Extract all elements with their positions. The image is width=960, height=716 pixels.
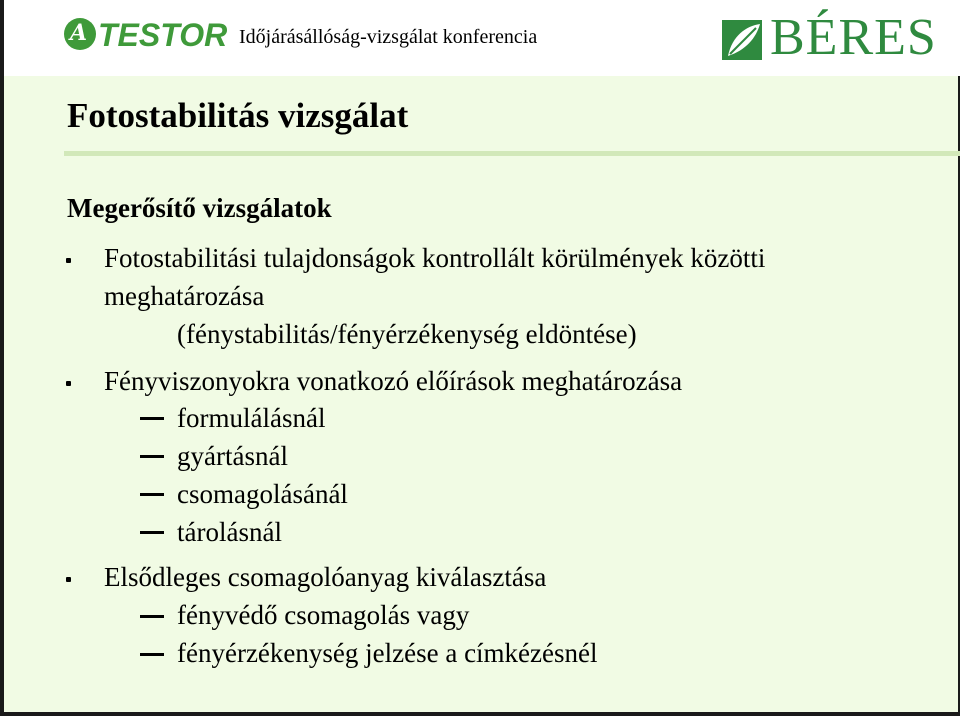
- dash-marker: [140, 615, 164, 618]
- bullet-2-sub-1: formulálásnál: [177, 403, 326, 433]
- bullet-marker: [66, 258, 71, 263]
- slide-header: [4, 0, 960, 76]
- section-subtitle: Megerősítő vizsgálatok: [67, 193, 332, 223]
- bullet-marker: [66, 577, 71, 582]
- beres-logo: [720, 9, 938, 70]
- title-divider: [64, 151, 960, 156]
- bullet-1-line-2: meghatározása: [104, 281, 265, 311]
- bullet-marker: [66, 381, 71, 386]
- bullet-3-text: Elsődleges csomagolóanyag kiválasztása: [104, 562, 547, 592]
- dash-marker: [140, 493, 164, 496]
- dash-marker: [140, 417, 164, 420]
- bullet-2-text: Fényviszonyokra vonatkozó előírások meghatározása: [104, 366, 683, 396]
- dash-marker: [140, 653, 164, 656]
- beres-leaf-icon: [720, 18, 768, 66]
- bullet-1-line-3: (fénystabilitás/fényérzékenység eldöntése): [177, 319, 637, 349]
- testor-logo-mark-letter: A: [70, 20, 88, 46]
- testor-logo-mark: [64, 18, 96, 50]
- testor-logo-text: TESTOR: [98, 17, 228, 53]
- bullet-2-sub-2: gyártásnál: [177, 441, 288, 471]
- conference-title: Időjárásállóság-vizsgálat konferencia: [239, 26, 538, 48]
- dash-marker: [140, 455, 164, 458]
- dash-marker: [140, 531, 164, 534]
- bullet-2-sub-3: csomagolásánál: [177, 479, 348, 509]
- bullet-3-sub-1: fényvédő csomagolás vagy: [177, 600, 470, 630]
- bullet-2-sub-4: tárolásnál: [177, 517, 282, 547]
- beres-logo-text: BÉRES: [770, 9, 937, 66]
- bullet-3-sub-2: fényérzékenység jelzése a címkézésnél: [177, 638, 598, 668]
- slide-title: Fotostabilitás vizsgálat: [67, 96, 409, 135]
- bullet-1-line-1: Fotostabilitási tulajdonságok kontrollált körülmények közötti: [104, 243, 766, 273]
